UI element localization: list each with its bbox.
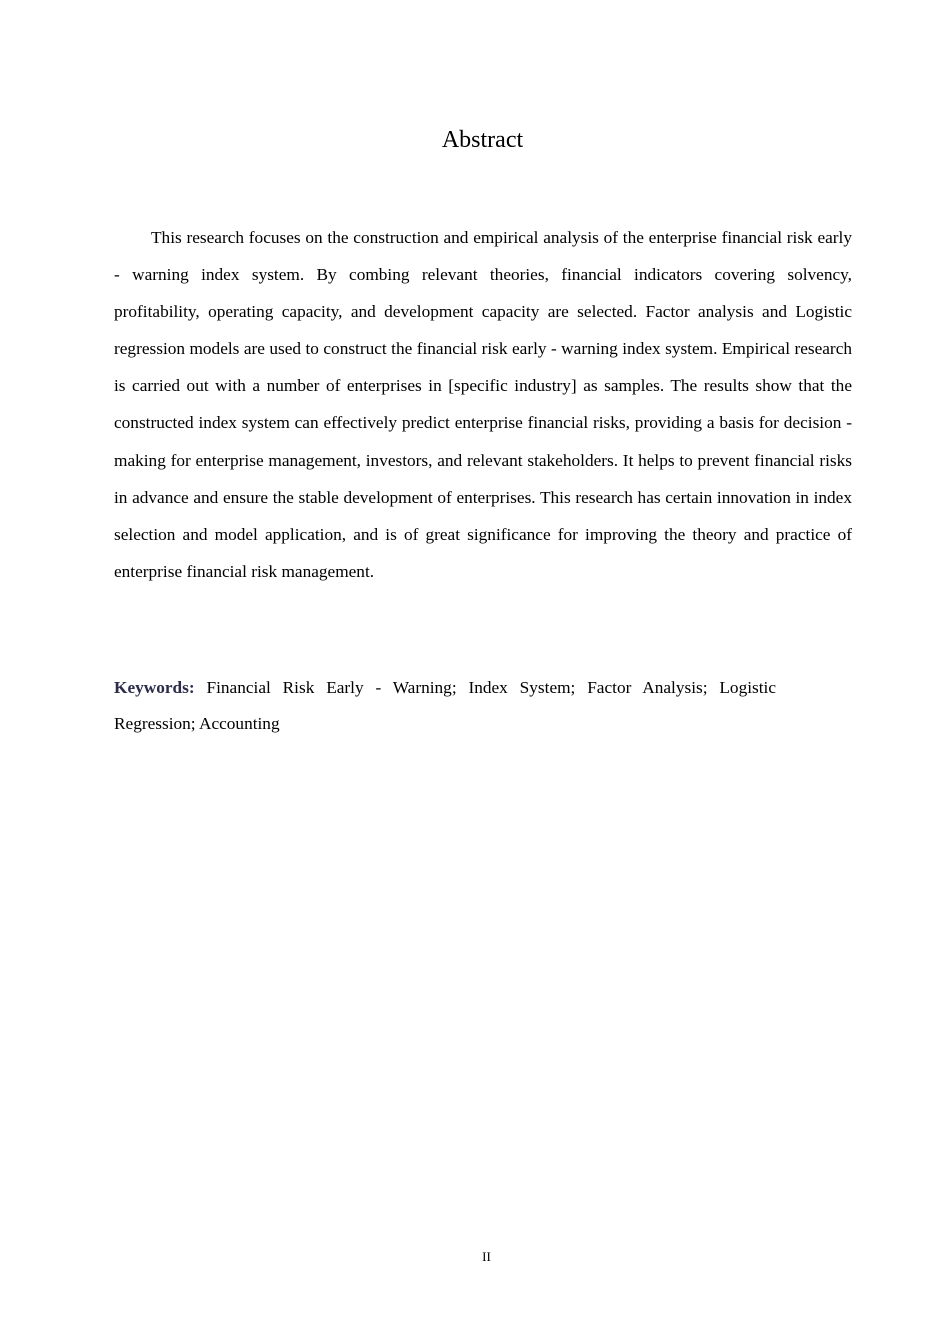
keywords-label: Keywords:: [114, 678, 195, 697]
page-number: II: [482, 1249, 491, 1264]
keywords-text: Financial Risk Early - Warning; Index System; Factor Analysis; Logistic Regression; Accounting: [114, 678, 777, 733]
keywords-paragraph: [114, 670, 776, 741]
abstract-body: This research focuses on the construction and empirical analysis of the enterprise financial risk early - warning index system. By combing relevant theories, financial indicators covering solvency, profitability, operating capacity, and development capacity are selected. Factor analysis and Logistic regression models are used to construct the financial risk early - warning index system. Empirical research is carried out with a number of enterprises in [specific industry] as samples. The results show that the constructed index system can effectively predict enterprise financial risks, providing a basis for decision - making for enterprise management, investors, and relevant stakeholders. It helps to prevent financial risks in advance and ensure the stable development of enterprises. This research has certain innovation in index selection and model application, and is of great significance for improving the theory and practice of enterprise financial risk management.: [114, 228, 852, 581]
abstract-title: Abstract: [441, 127, 524, 153]
